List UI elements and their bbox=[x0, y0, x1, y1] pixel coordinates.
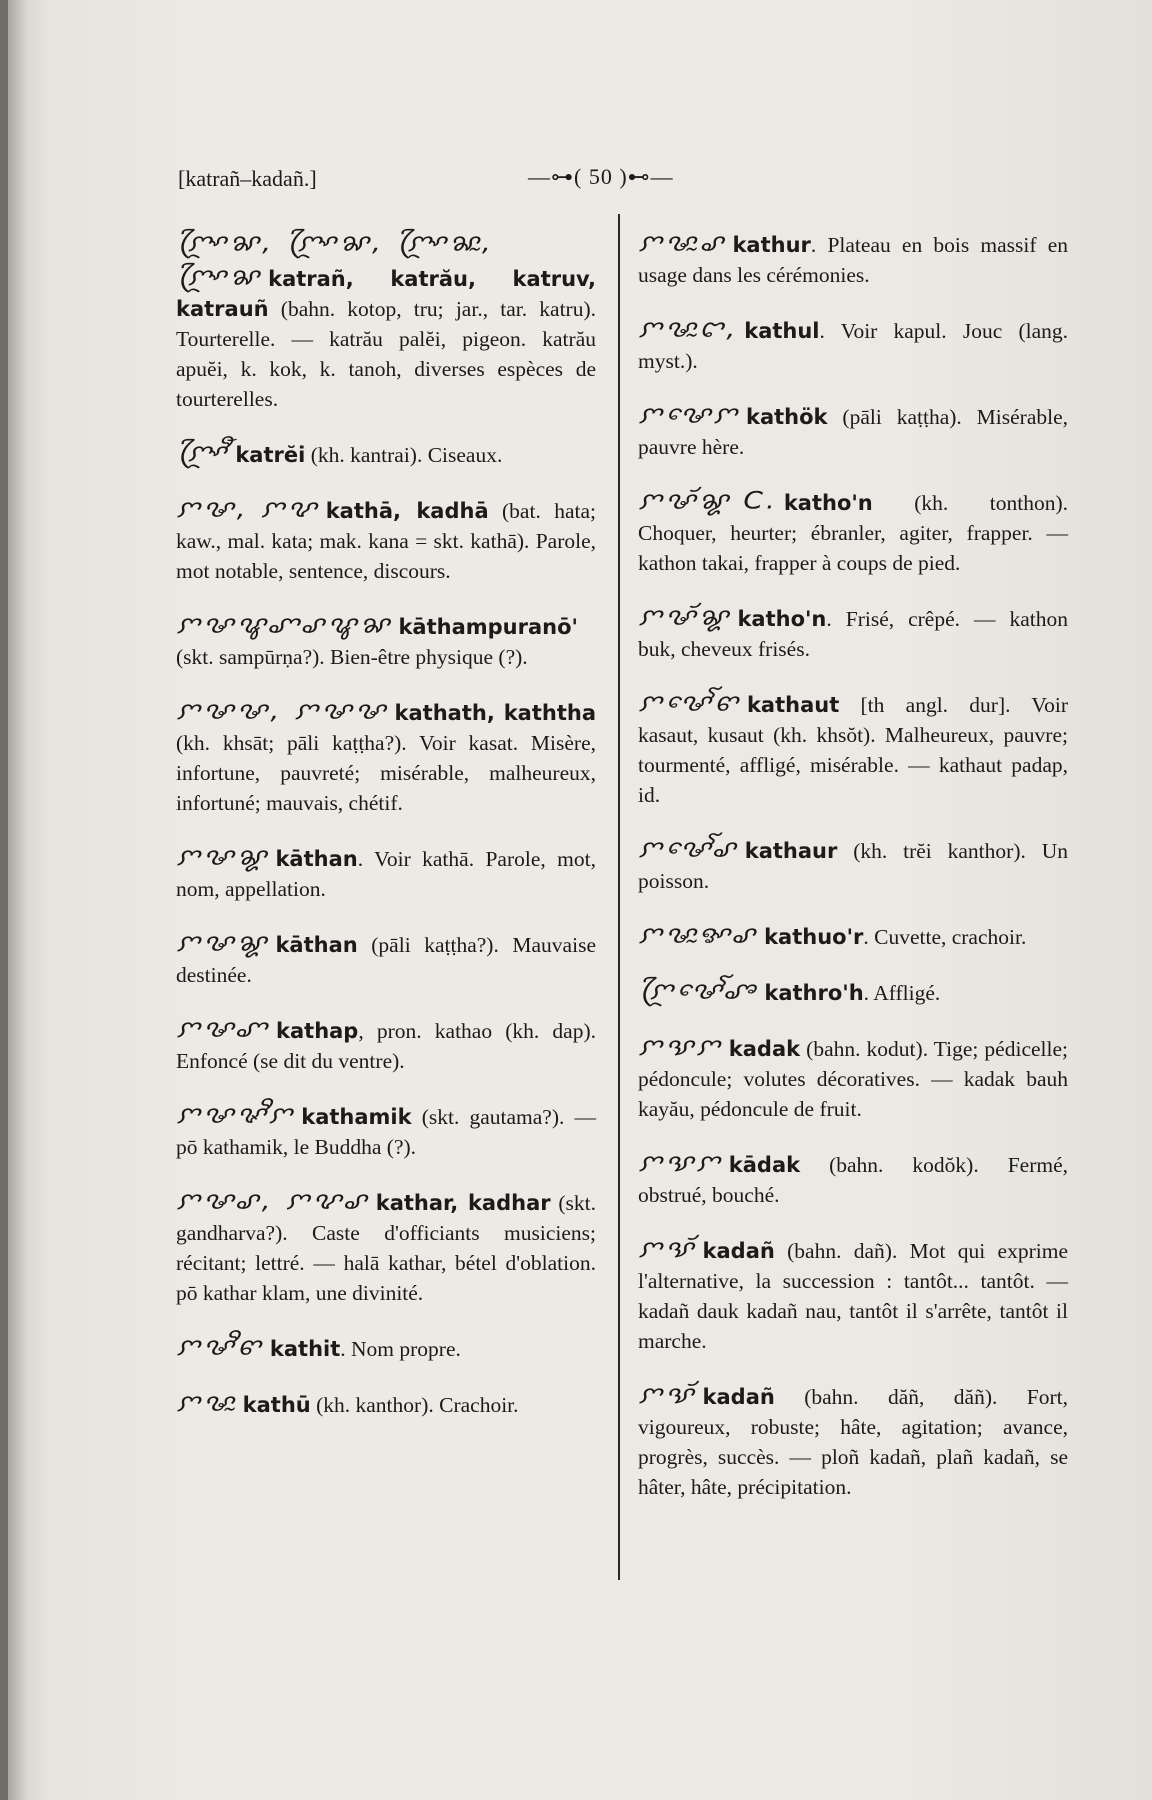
page-number: —⊶( 50 )⊷— bbox=[528, 164, 674, 189]
definition: (skt. gautama?). — pō kathamik, le Buddha (?). bbox=[176, 1105, 596, 1159]
headword: kathök bbox=[746, 405, 828, 429]
headword: kāthan bbox=[275, 933, 358, 957]
definition: (bahn. kodut). Tige; pédicelle; pédoncule; volutes décoratives. — kadak bauh kayău, pédoncule de fruit. bbox=[638, 1037, 1068, 1121]
definition: . Voir kathā. Parole, mot, nom, appellation. bbox=[176, 847, 596, 901]
cham-script: ꨆꨔꨪꨓ bbox=[176, 1332, 264, 1361]
page-header bbox=[178, 160, 1078, 200]
headword: kathaut bbox=[746, 693, 840, 717]
headword: kāthan bbox=[275, 847, 358, 871]
definition: . Frisé, crêpé. — kathon buk, cheveux frisés. bbox=[638, 607, 1068, 661]
left-column bbox=[176, 228, 596, 1444]
cham-script: ꨆꨔꨚ bbox=[176, 1014, 271, 1043]
headword: katho'n bbox=[737, 607, 827, 631]
definition: (bahn. kotop, tru; jar., tar. katru). Tourterelle. — katrău palĕi, pigeon. katrău apuĕi, k. kok, k. tanoh, diverses espèces de tourterelles. bbox=[176, 297, 596, 411]
headword: kāthampuranō' bbox=[398, 615, 578, 639]
dictionary-entry bbox=[176, 1014, 596, 1076]
definition: (bat. hata; kaw., mal. kata; mak. kana = skt. kathā). Parole, mot notable, sentence, discours. bbox=[176, 499, 596, 583]
cham-script: ꨆꨔꨭꨣ bbox=[638, 228, 727, 257]
headword: kathar, kadhar bbox=[375, 1191, 551, 1215]
cham-script: ꨆꨕꨮ bbox=[638, 1234, 697, 1263]
column-divider bbox=[618, 214, 620, 1580]
headword: kathaur bbox=[744, 839, 838, 863]
definition: [th angl. dur]. Voir kasaut, kusaut (kh. khsŏt). Malheureux, pauvre; tourmenté, affligé, misérable. — kathaut padap, id. bbox=[638, 693, 1068, 807]
definition: . Plateau en bois massif en usage dans les cérémonies. bbox=[638, 233, 1068, 287]
cham-script: ꨆꨔꨘ bbox=[176, 842, 270, 871]
headword: kathā, kadhā bbox=[325, 499, 489, 523]
cham-script: ꨆꨔꨟꨪꨆ bbox=[176, 1100, 296, 1129]
dictionary-entry bbox=[176, 696, 596, 818]
definition: (kh. kantrai). Ciseaux. bbox=[305, 443, 503, 467]
cham-script: ꨆꨴꨔꨯꨱꨨ bbox=[638, 976, 759, 1005]
dictionary-entry bbox=[638, 1234, 1068, 1356]
definition: , pron. kathao (kh. dap). Enfoncé (se dit du ventre). bbox=[176, 1019, 596, 1073]
cham-script: ꨆꨕꨮ bbox=[638, 1380, 697, 1409]
cham-script: ꨆꨔꨮꨘ C. bbox=[638, 486, 778, 515]
dictionary-entry bbox=[176, 1332, 596, 1364]
definition: (bahn. kodŏk). Fermé, obstrué, bouché. bbox=[638, 1153, 1068, 1207]
cham-script: ꨆꨔꨯꨆ bbox=[638, 400, 740, 429]
headword: kadañ bbox=[702, 1239, 775, 1263]
dictionary-entry bbox=[638, 486, 1068, 578]
headword: kathul bbox=[744, 319, 820, 343]
headword: kathur bbox=[732, 233, 811, 257]
headword: katho'n bbox=[783, 491, 873, 515]
definition: . Cuvette, crachoir. bbox=[863, 925, 1027, 949]
cham-script: ꨆꨔꨭꨤ, bbox=[638, 314, 739, 343]
definition: . Voir kapul. Jouc (lang. myst.). bbox=[638, 319, 1068, 373]
dictionary-entry bbox=[638, 1380, 1068, 1502]
definition: (pāli kaṭṭha?). Mauvaise destinée. bbox=[176, 933, 596, 987]
cham-script: ꨆꨔꨮꨘ bbox=[638, 602, 732, 631]
definition: . Affligé. bbox=[863, 981, 941, 1005]
dictionary-entry bbox=[176, 494, 596, 586]
cham-script: ꨆꨔ, ꨆꨖ bbox=[176, 494, 320, 523]
dictionary-entry bbox=[638, 1032, 1068, 1124]
cham-script: ꨆꨔꨯꨱꨣ bbox=[638, 834, 739, 863]
cham-script: ꨆꨔꨥꨚꨣꨥꨗ bbox=[176, 610, 393, 639]
headword: kathath, kaththa bbox=[394, 701, 596, 725]
section-label: [katrañ–kadañ.] bbox=[178, 166, 317, 191]
definition: (pāli kaṭṭha). Misérable, pauvre hère. bbox=[638, 405, 1068, 459]
definition: (kh. khsāt; pāli kaṭṭha?). Voir kasat. Misère, infortune, pauvreté; misérable, malheureux, infortuné; mauvais, chétif. bbox=[176, 731, 596, 815]
headword: katrĕi bbox=[235, 443, 306, 467]
cham-script: ꨆꨴꨳꨗ bbox=[176, 262, 263, 291]
headword: kathro'h bbox=[764, 981, 864, 1005]
dictionary-entry bbox=[638, 400, 1068, 462]
headword: kathit bbox=[269, 1337, 341, 1361]
cham-script: ꨆꨕꨆ bbox=[638, 1032, 723, 1061]
cham-script: ꨆꨔꨣ, ꨆꨖꨣ bbox=[176, 1186, 370, 1215]
cham-script: ꨆꨴꨳꨬ bbox=[176, 438, 230, 467]
dictionary-entry bbox=[176, 928, 596, 990]
dictionary-entry bbox=[638, 976, 1068, 1008]
cham-script: ꨆꨔꨭ bbox=[176, 1388, 237, 1417]
definition: (skt. gandharva?). Caste d'officiants musiciens; récitant; lettré. — halā kathar, bétel d'oblation. pō kathar klam, une divinité. bbox=[176, 1191, 596, 1305]
definition: (kh. tonthon). Choquer, heurter; ébranler, agiter, frapper. — kathon takai, frapper à coups de pied. bbox=[638, 491, 1068, 575]
page-gutter bbox=[8, 0, 28, 1800]
definition: (kh. kanthor). Crachoir. bbox=[310, 1393, 519, 1417]
dictionary-entry bbox=[176, 228, 596, 414]
definition: (kh. trĕi kanthor). Un poisson. bbox=[638, 839, 1068, 893]
headword: kathap bbox=[276, 1019, 359, 1043]
dictionary-entry bbox=[176, 1388, 596, 1420]
dictionary-entry bbox=[176, 1100, 596, 1162]
cham-script: ꨆꨔꨯꨱꨓ bbox=[638, 688, 741, 717]
cham-script: ꨆꨔꨘ bbox=[176, 928, 270, 957]
dictionary-entry bbox=[176, 438, 596, 470]
dictionary-entry bbox=[638, 228, 1068, 290]
dictionary-entry bbox=[176, 610, 596, 672]
dictionary-entry bbox=[638, 688, 1068, 810]
definition: (skt. sampūrṇa?). Bien-être physique (?). bbox=[176, 645, 528, 669]
headword: kathuo'r bbox=[764, 925, 864, 949]
cham-script: ꨆꨔꨔ, ꨆꨔꨔ bbox=[176, 696, 389, 725]
definition: (bahn. dañ). Mot qui exprime l'alternative, la succession : tantôt... tantôt. — kadañ dauk kadañ nau, tantôt il s'arrête, tantôt il marche. bbox=[638, 1239, 1068, 1353]
dictionary-entry bbox=[176, 1186, 596, 1308]
dictionary-entry bbox=[638, 602, 1068, 664]
dictionary-entry bbox=[638, 314, 1068, 376]
right-column bbox=[638, 228, 1068, 1526]
cham-script-line: ꨆꨴꨳꨗ, ꨆꨴꨳꨗ, ꨆꨴꨳꨗꨭ, bbox=[176, 228, 494, 257]
headword: katrañ, katrău, katruv, katrauñ bbox=[176, 267, 596, 321]
dictionary-entry bbox=[638, 834, 1068, 896]
headword: kadak bbox=[728, 1037, 801, 1061]
definition: . Nom propre. bbox=[340, 1337, 461, 1361]
headword: kathū bbox=[242, 1393, 311, 1417]
dictionary-entry bbox=[176, 842, 596, 904]
definition: (bahn. dăñ, dăñ). Fort, vigoureux, robuste; hâte, agitation; avance, progrès, succès. — ploñ kadañ, plañ kadañ, se hâter, hâte, précipitation. bbox=[638, 1385, 1068, 1499]
dictionary-entry bbox=[638, 1148, 1068, 1210]
headword: kadañ bbox=[702, 1385, 775, 1409]
cham-script: ꨆꨔꨭꨀꨣ bbox=[638, 920, 759, 949]
headword: kādak bbox=[728, 1153, 801, 1177]
headword: kathamik bbox=[301, 1105, 412, 1129]
cham-script: ꨆꨕꨆ bbox=[638, 1148, 723, 1177]
dictionary-entry bbox=[638, 920, 1068, 952]
